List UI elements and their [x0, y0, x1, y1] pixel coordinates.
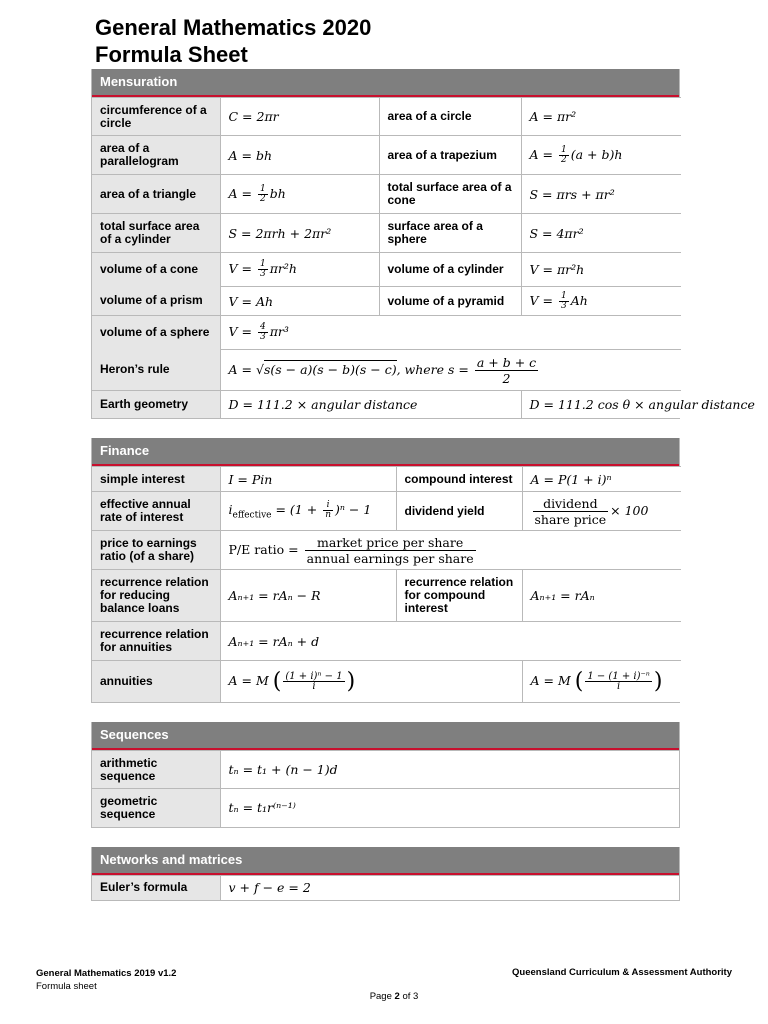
row-label: area of a circle — [379, 98, 521, 136]
fraction — [533, 496, 609, 527]
numerator: market price per share — [305, 535, 476, 551]
paren-right: ) — [346, 668, 356, 694]
fraction — [283, 672, 344, 691]
table-row — [92, 253, 681, 287]
row-label: arithmetic sequence — [92, 751, 220, 789]
denominator: i — [616, 680, 621, 692]
numerator: 4 — [259, 322, 266, 332]
row-label: price to earnings ratio (of a share) — [92, 531, 220, 570]
paren-right: ) — [653, 668, 663, 694]
page-title — [95, 14, 371, 68]
networks-table — [92, 875, 679, 900]
formula-part: i — [228, 502, 233, 518]
fraction — [258, 260, 268, 279]
formula: A = πr² — [521, 98, 681, 136]
formula — [522, 661, 681, 702]
formula: tₙ = t₁r⁽ⁿ⁻¹⁾ — [220, 789, 679, 827]
title-line-1: General Mathematics 2020 — [95, 15, 372, 40]
row-label: total surface area of a cylinder — [92, 214, 220, 253]
page-prefix: Page — [369, 991, 392, 1002]
row-label: compound interest — [396, 467, 522, 492]
formula-part: V = — [228, 261, 252, 276]
section-heading: Networks and matrices — [92, 847, 679, 875]
denominator: i — [312, 680, 316, 692]
fraction — [559, 292, 569, 311]
row-label: annuities — [92, 661, 220, 702]
formula: C = 2πr — [220, 98, 379, 136]
row-label: volume of a pyramid — [379, 287, 521, 316]
row-label: volume of a cylinder — [379, 253, 521, 287]
numerator: 1 — [560, 144, 567, 155]
page-of: of 3 — [402, 991, 419, 1002]
formula-part: × 100 — [610, 502, 649, 518]
formula-part: A = — [228, 361, 252, 377]
footer-left — [36, 967, 176, 993]
fraction — [585, 672, 652, 691]
denominator: 3 — [259, 332, 266, 342]
formula: Aₙ₊₁ = rAₙ — [522, 570, 681, 622]
table-row — [92, 570, 681, 622]
row-label: recurrence relation for compound interest — [396, 570, 522, 622]
denominator: annual earnings per share — [306, 550, 474, 566]
numerator: dividend — [533, 496, 609, 512]
fraction — [258, 323, 268, 342]
formula — [220, 531, 681, 570]
formula: A = bh — [220, 136, 379, 175]
numerator: 1 — [259, 183, 266, 194]
formula-part: Ah — [570, 292, 588, 308]
section-networks — [91, 847, 680, 901]
numerator: a + b + c — [476, 354, 537, 370]
formula: V = Ah — [220, 287, 379, 316]
table-row — [92, 789, 679, 827]
table-row — [92, 467, 681, 492]
row-label: area of a triangle — [92, 175, 220, 214]
formula-part: A = — [228, 185, 252, 201]
formula-part: πr³ — [269, 324, 289, 339]
formula — [220, 492, 396, 531]
footer-doc-title: General Mathematics 2019 v1.2 — [36, 968, 177, 979]
denominator: n — [325, 510, 331, 521]
formula-part: A = M — [530, 672, 571, 688]
section-heading: Mensuration — [92, 69, 679, 97]
table-row — [92, 175, 681, 214]
radicand: s(s − a)(s − b)(s − c) — [263, 361, 397, 377]
finance-table — [92, 466, 681, 702]
formula-part: πr²h — [269, 261, 297, 276]
formula: D = 111.2 × angular distance — [220, 391, 521, 418]
fraction — [475, 355, 538, 386]
table-row — [92, 287, 681, 316]
formula-part: bh — [269, 185, 286, 201]
formula — [521, 287, 681, 316]
row-label: volume of a cone — [92, 253, 220, 287]
formula-part: V = — [228, 324, 252, 339]
row-label: area of a parallelogram — [92, 136, 220, 175]
row-label: volume of a sphere — [92, 316, 220, 350]
table-row — [92, 622, 681, 661]
row-label: Euler’s formula — [92, 876, 220, 900]
formula — [220, 350, 681, 391]
table-row — [92, 751, 679, 789]
denominator: 3 — [560, 300, 567, 311]
table-row — [92, 98, 681, 136]
section-heading: Sequences — [92, 722, 679, 750]
formula: S = 4πr² — [521, 214, 681, 253]
row-label: recurrence relation for reducing balance loans — [92, 570, 220, 622]
row-label: dividend yield — [396, 492, 522, 531]
formula — [220, 661, 522, 702]
formula: V = πr²h — [521, 253, 681, 287]
section-mensuration — [91, 69, 755, 419]
table-row — [92, 661, 681, 702]
formula: S = 2πrh + 2πr² — [220, 214, 379, 253]
formula-part: = (1 + — [275, 502, 318, 518]
denominator: 2 — [259, 193, 266, 204]
formula: Aₙ₊₁ = rAₙ + d — [220, 622, 681, 661]
table-row — [92, 214, 681, 253]
fraction — [323, 501, 333, 520]
table-row — [92, 136, 681, 175]
section-sequences — [91, 722, 680, 828]
numerator: i — [323, 501, 333, 511]
formula: tₙ = t₁ + (n − 1)d — [220, 751, 679, 789]
formula: D = 111.2 cos θ × angular distance — [521, 391, 681, 418]
mensuration-table — [92, 97, 755, 418]
formula — [220, 175, 379, 214]
formula-part: (a + b)h — [570, 146, 623, 162]
numerator: 1 − (1 + i)⁻ⁿ — [587, 670, 650, 682]
page-number — [0, 991, 768, 1002]
sequences-table — [92, 750, 679, 827]
formula — [220, 253, 379, 287]
denominator: share price — [534, 511, 607, 527]
page-current: 2 — [394, 991, 400, 1002]
numerator: 1 — [560, 290, 567, 301]
formula-part: P/E ratio = — [228, 541, 299, 557]
row-label: effective annual rate of interest — [92, 492, 220, 531]
fraction — [305, 535, 476, 566]
denominator: 2 — [560, 154, 567, 165]
numerator: 1 — [259, 259, 266, 269]
formula — [522, 492, 681, 531]
paren-left: ( — [272, 668, 282, 694]
row-label: simple interest — [92, 467, 220, 492]
row-label: geometric sequence — [92, 789, 220, 827]
row-label: area of a trapezium — [379, 136, 521, 175]
table-row — [92, 391, 681, 418]
fraction — [559, 146, 569, 165]
formula-part: A = M — [228, 672, 269, 688]
table-row — [92, 350, 681, 391]
formula — [521, 136, 681, 175]
formula: Aₙ₊₁ = rAₙ − R — [220, 570, 396, 622]
subscript: effective — [232, 510, 272, 521]
formula: S = πrs + πr² — [521, 175, 681, 214]
row-label: volume of a prism — [92, 287, 220, 316]
footer-doc-subtitle: Formula sheet — [36, 981, 97, 992]
title-line-2: Formula Sheet — [95, 42, 248, 67]
sqrt-icon: √ — [255, 361, 264, 377]
section-heading: Finance — [92, 438, 679, 466]
table-row — [92, 876, 679, 900]
numerator: (1 + i)ⁿ − 1 — [285, 670, 343, 682]
formula-part: V = — [529, 292, 553, 308]
row-label: Earth geometry — [92, 391, 220, 418]
row-label: Heron’s rule — [92, 350, 220, 391]
row-label: recurrence relation for annuities — [92, 622, 220, 661]
formula-part: )ⁿ − 1 — [335, 502, 372, 518]
fraction — [258, 185, 268, 204]
row-label: circumference of a circle — [92, 98, 220, 136]
formula — [220, 316, 681, 350]
section-finance — [91, 438, 680, 703]
formula-part: , where s = — [396, 361, 469, 377]
table-row — [92, 531, 681, 570]
denominator: 2 — [502, 370, 511, 386]
formula-part: A = — [529, 146, 553, 162]
row-label: surface area of a sphere — [379, 214, 521, 253]
formula: A = P(1 + i)ⁿ — [522, 467, 681, 492]
table-row — [92, 492, 681, 531]
table-row — [92, 316, 681, 350]
denominator: 3 — [259, 269, 266, 279]
footer-authority: Queensland Curriculum & Assessment Authority — [512, 967, 732, 978]
formula: v + f − e = 2 — [220, 876, 679, 900]
formula: I = Pin — [220, 467, 396, 492]
row-label: total surface area of a cone — [379, 175, 521, 214]
paren-left: ( — [574, 668, 584, 694]
